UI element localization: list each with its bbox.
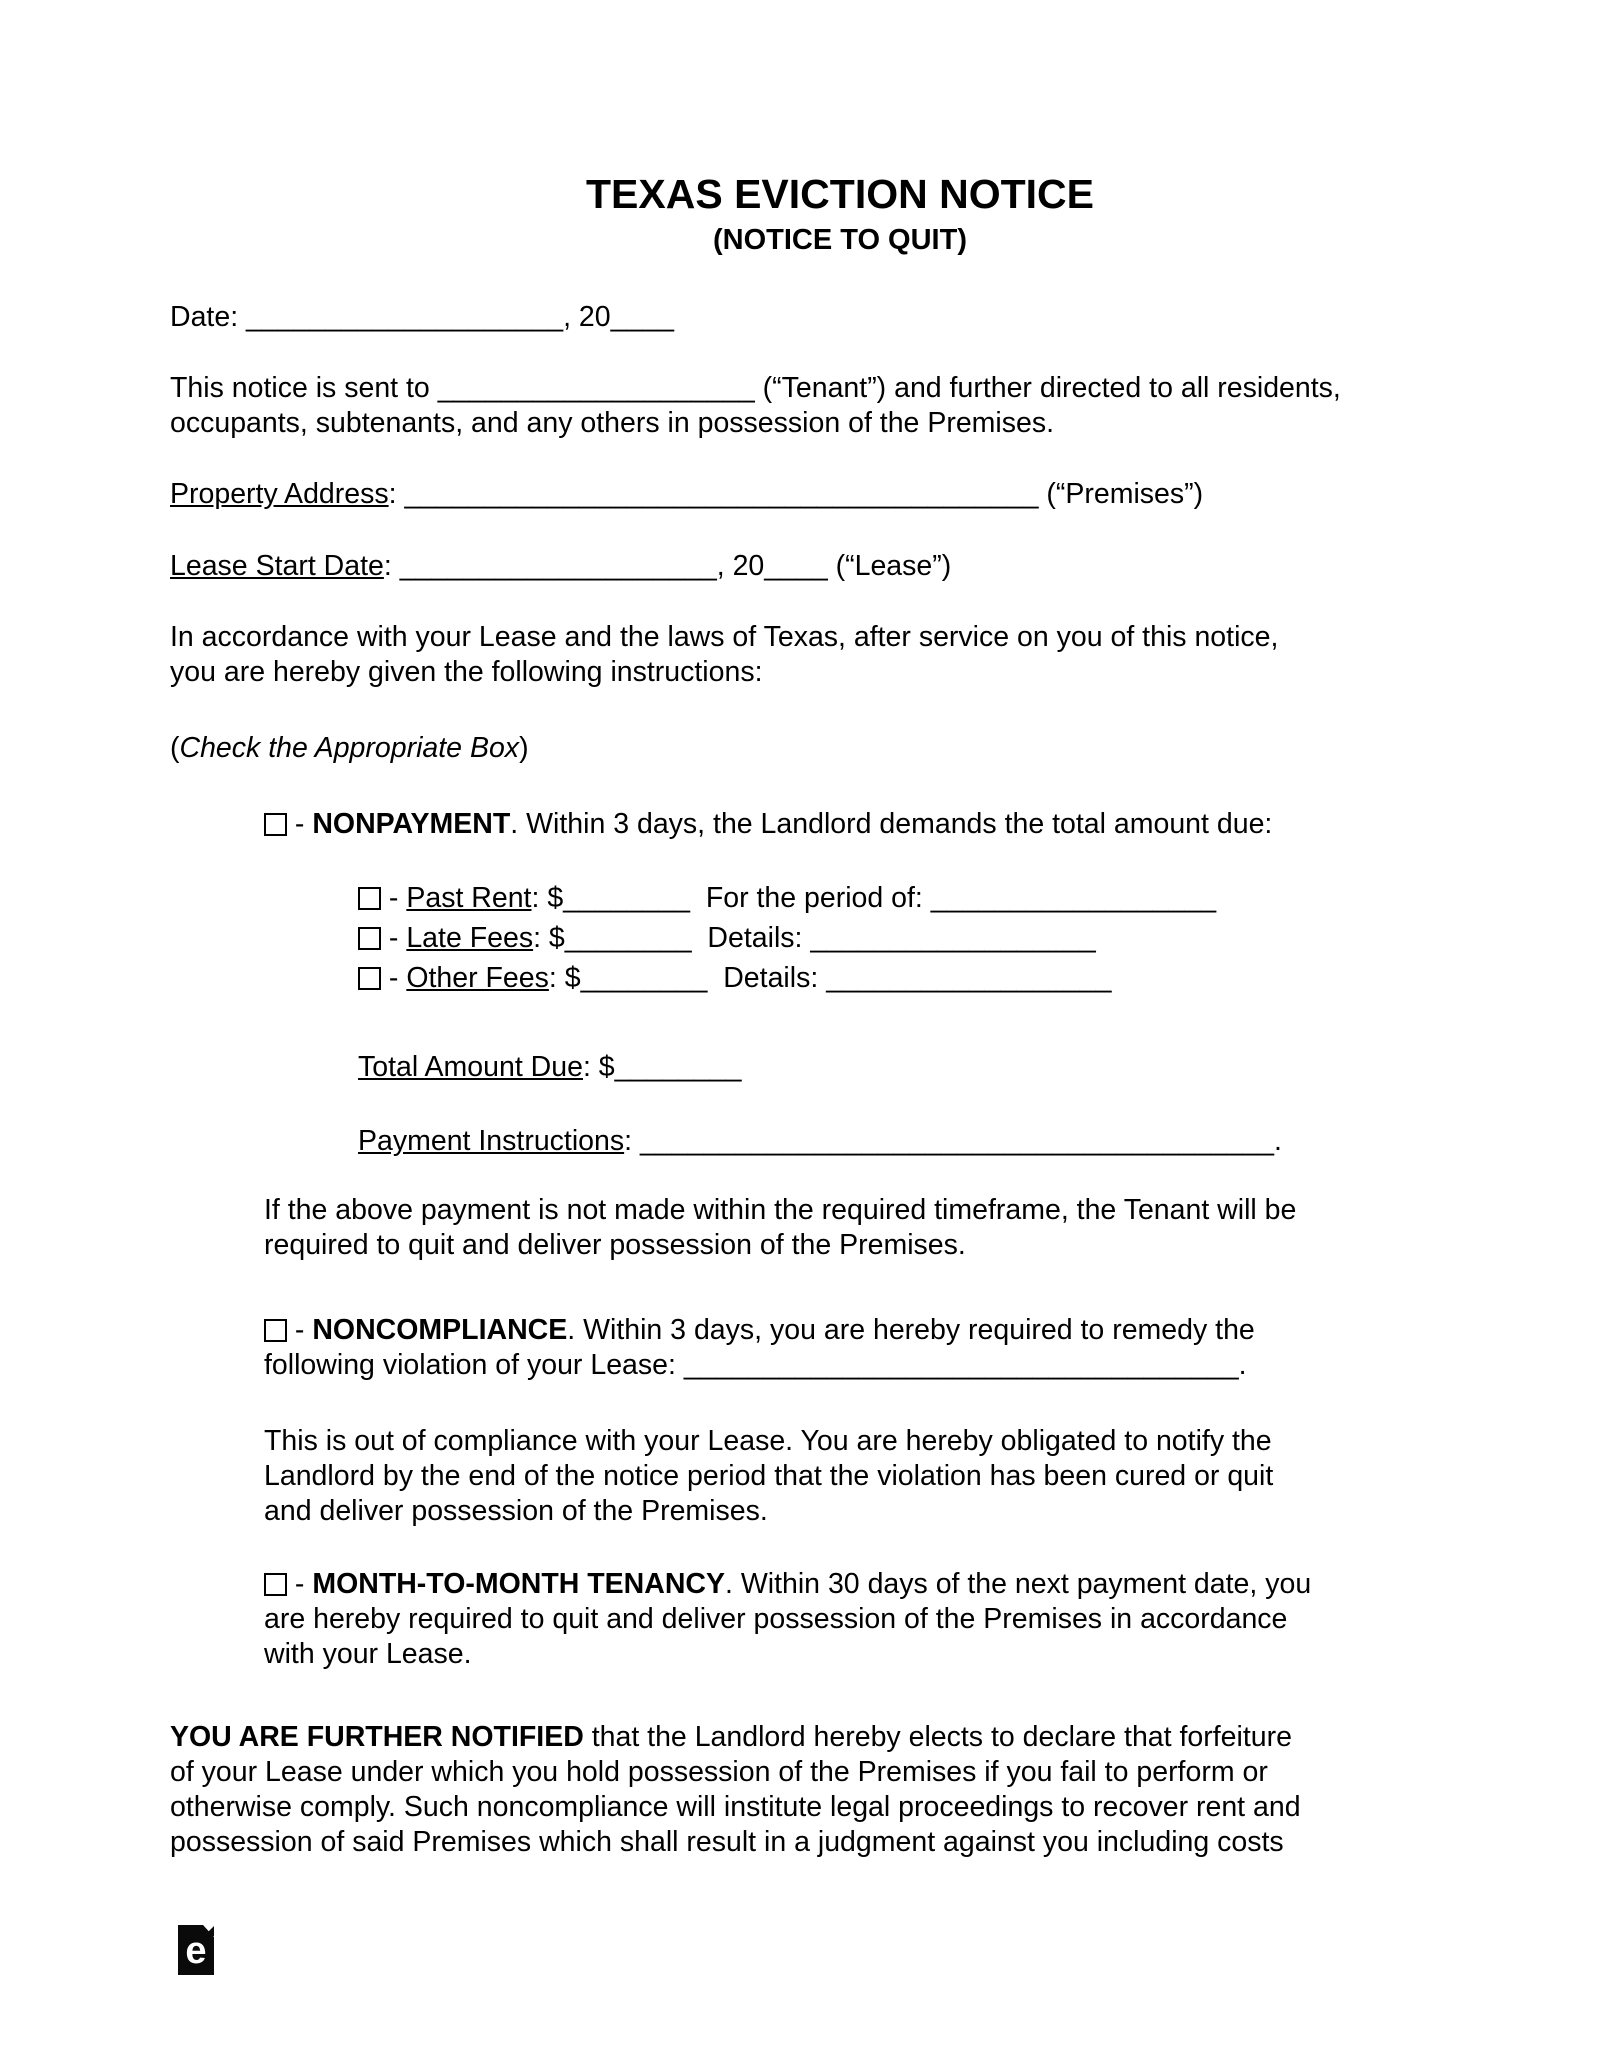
noncompliance-period: . — [1238, 1349, 1247, 1381]
date-mid: , 20 — [563, 301, 611, 333]
lease-start-line — [170, 549, 1510, 584]
tenant-name-blank[interactable]: ____________________ — [437, 372, 755, 404]
late-fees-pre: : $ — [533, 922, 565, 954]
month-to-month-text: . Within 30 days of the next payment date, you are hereby required to quit and deliver possession of the Premises in accordance with your Lease. — [264, 1568, 1312, 1670]
noncompliance-dash: - — [287, 1314, 313, 1346]
other-fees-pre: : $ — [548, 962, 581, 994]
month-to-month-paragraph — [264, 1567, 1510, 1672]
sent-to-paragraph — [170, 371, 1510, 441]
past-rent-dash: - — [381, 882, 407, 914]
date-label: Date: — [170, 301, 247, 333]
date-line — [170, 300, 1510, 335]
noncompliance-title: NONCOMPLIANCE — [312, 1314, 568, 1346]
nonpayment-sublist — [358, 878, 1510, 998]
checkbox-month-to-month[interactable] — [264, 1573, 287, 1596]
late-fees-details-blank[interactable]: __________________ — [810, 922, 1096, 954]
checkbox-other-fees[interactable] — [358, 967, 381, 990]
sent-to-pre: This notice is sent to — [170, 372, 438, 404]
date-year-blank[interactable]: ____ — [610, 301, 675, 333]
payment-instructions-sep: : — [624, 1125, 640, 1157]
lease-start-date-blank[interactable]: ____________________ — [399, 550, 717, 582]
month-to-month-title: MONTH-TO-MONTH TENANCY — [312, 1568, 726, 1600]
past-rent-period-blank[interactable]: __________________ — [930, 882, 1217, 914]
late-fees-amount-blank[interactable]: ________ — [564, 922, 692, 954]
payment-instructions-label: Payment Instructions — [358, 1125, 625, 1157]
payment-instructions-period: . — [1273, 1125, 1282, 1157]
eforms-logo-letter: e — [185, 1930, 207, 1972]
property-address-label: Property Address — [170, 478, 389, 510]
lease-start-sep: : — [383, 550, 400, 582]
late-fees-dash: - — [381, 922, 407, 954]
late-fees-label: Late Fees — [406, 922, 534, 954]
date-blank[interactable]: ____________________ — [246, 301, 564, 333]
eforms-logo — [178, 1925, 214, 1975]
total-amount-due-pre: : $ — [582, 1051, 615, 1083]
other-fees-details-blank[interactable]: __________________ — [826, 962, 1112, 994]
late-fees-line — [358, 918, 1510, 958]
other-fees-tail: Details: — [707, 962, 827, 994]
payment-instructions-line — [358, 1124, 1510, 1159]
property-address-line — [170, 477, 1510, 512]
page-subtitle: (NOTICE TO QUIT) — [712, 224, 967, 256]
other-fees-dash: - — [381, 962, 407, 994]
lease-year-blank[interactable]: ____ — [764, 550, 828, 582]
if-not-made-paragraph: If the above payment is not made within the required timeframe, the Tenant will be required to quit and deliver possession of the Premises. — [264, 1194, 1297, 1261]
property-address-blank[interactable]: ________________________________________ — [404, 478, 1039, 510]
checkbox-noncompliance[interactable] — [264, 1319, 287, 1342]
further-notified-paragraph — [170, 1720, 1510, 1860]
accordance-paragraph: In accordance with your Lease and the laws of Texas, after service on you of this notice, you are hereby given the following instructions: — [170, 621, 1279, 688]
lease-start-label: Lease Start Date — [170, 550, 384, 582]
payment-instructions-blank[interactable]: ________________________________________ — [639, 1125, 1274, 1157]
nonpayment-text: . Within 3 days, the Landlord demands the total amount due: — [510, 808, 1273, 840]
month-to-month-dash: - — [287, 1568, 313, 1600]
noncompliance-paragraph — [264, 1313, 1510, 1383]
checkbox-past-rent[interactable] — [358, 887, 381, 910]
nonpayment-dash: - — [287, 808, 313, 840]
late-fees-tail: Details: — [691, 922, 811, 954]
checkbox-nonpayment[interactable] — [264, 813, 287, 836]
further-notified-title: YOU ARE FURTHER NOTIFIED — [170, 1721, 584, 1753]
past-rent-tail: For the period of: — [689, 882, 931, 914]
past-rent-label: Past Rent — [406, 882, 532, 914]
property-address-sep: : — [388, 478, 405, 510]
nonpayment-paragraph — [264, 807, 1510, 842]
checkbox-late-fees[interactable] — [358, 927, 381, 950]
past-rent-amount-blank[interactable]: ________ — [563, 882, 690, 914]
other-fees-amount-blank[interactable]: ________ — [580, 962, 708, 994]
other-fees-line — [358, 958, 1510, 998]
lease-start-mid: , 20 — [716, 550, 765, 582]
check-box-note — [170, 731, 1510, 766]
further-notified-text: that the Landlord hereby elects to declare that forfeiture of your Lease under which you hold possession of the Premises if you fail to perform or otherwise comply. Such noncompliance will institute legal proceedings to recover rent and possession of said Premises which shall result in a judgment against you including costs — [170, 1721, 1301, 1858]
total-amount-due-label: Total Amount Due — [358, 1051, 583, 1083]
check-note-open: ( — [170, 732, 180, 764]
total-amount-due-blank[interactable]: ________ — [614, 1051, 742, 1083]
past-rent-line — [358, 878, 1510, 918]
property-address-post: (“Premises”) — [1038, 478, 1204, 510]
past-rent-pre: : $ — [531, 882, 564, 914]
check-note-close: ) — [519, 732, 529, 764]
page-title: TEXAS EVICTION NOTICE — [586, 171, 1094, 217]
sent-to-post: (“Tenant”) and further directed to all residents, occupants, subtenants, and any others in possession of the Premises. — [170, 372, 1341, 439]
check-note-text: Check the Appropriate Box — [179, 732, 520, 764]
other-fees-label: Other Fees — [406, 962, 549, 994]
lease-start-post: (“Lease”) — [827, 550, 952, 582]
noncompliance-text: . Within 3 days, you are hereby required to remedy the following violation of your Lease: — [264, 1314, 1255, 1381]
total-amount-due-line — [358, 1050, 1510, 1085]
out-of-compliance-paragraph: This is out of compliance with your Lease. You are hereby obligated to notify the Landlord by the end of the notice period that the violation has been cured or quit and deliver possession of the Premises. — [264, 1425, 1274, 1527]
lease-violation-blank[interactable]: ___________________________________ — [683, 1349, 1239, 1381]
nonpayment-title: NONPAYMENT — [312, 808, 511, 840]
